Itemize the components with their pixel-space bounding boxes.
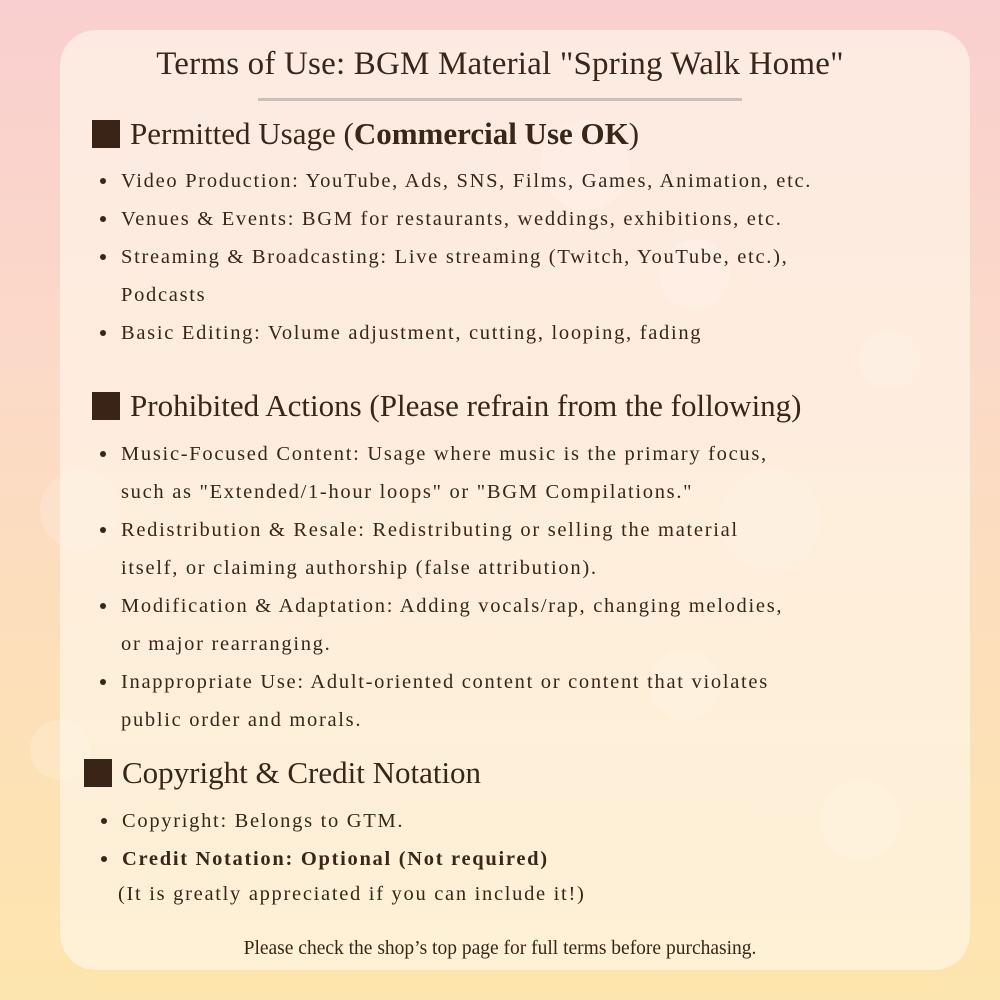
prohibited-list bbox=[95, 435, 783, 739]
permitted-heading-suffix: ) bbox=[628, 116, 640, 151]
list-item: Music-Focused Content: Usage where music is the primary focus, bbox=[95, 435, 783, 473]
permitted-heading-prefix: Permitted Usage ( bbox=[130, 116, 354, 151]
permitted-heading-bold: Commercial Use OK bbox=[353, 116, 629, 151]
list-item: Streaming & Broadcasting: Live streaming (Twitch, YouTube, etc.), bbox=[95, 238, 812, 276]
copyright-heading bbox=[84, 755, 481, 791]
prohibited-heading bbox=[92, 388, 802, 424]
list-item-continuation: public order and morals. bbox=[121, 709, 363, 731]
list-item: Modification & Adaptation: Adding vocals/rap, changing melodies, bbox=[95, 587, 783, 625]
list-item: Copyright: Belongs to GTM. bbox=[96, 802, 549, 840]
credit-note: (It is greatly appreciated if you can include it!) bbox=[118, 883, 586, 905]
copyright-heading-text: Copyright & Credit Notation bbox=[122, 755, 482, 790]
permitted-heading bbox=[92, 116, 639, 152]
list-item: Inappropriate Use: Adult-oriented content or content that violates bbox=[95, 663, 783, 701]
square-bullet-icon bbox=[92, 392, 120, 420]
list-item: Basic Editing: Volume adjustment, cutting, looping, fading bbox=[95, 314, 812, 352]
list-item-continuation: such as "Extended/1-hour loops" or "BGM Compilations." bbox=[121, 481, 694, 503]
list-item-continuation: or major rearranging. bbox=[121, 633, 332, 655]
list-item-continuation: Podcasts bbox=[121, 284, 207, 306]
prohibited-heading-text: Prohibited Actions (Please refrain from the following) bbox=[130, 388, 802, 423]
page-title: Terms of Use: BGM Material "Spring Walk Home" bbox=[156, 46, 844, 82]
list-item: Video Production: YouTube, Ads, SNS, Films, Games, Animation, etc. bbox=[95, 162, 812, 200]
square-bullet-icon bbox=[92, 120, 120, 148]
copyright-list bbox=[96, 802, 549, 878]
title-divider bbox=[258, 98, 742, 101]
list-item: Redistribution & Resale: Redistributing or selling the material bbox=[95, 511, 783, 549]
permitted-list bbox=[95, 162, 812, 352]
list-item: Venues & Events: BGM for restaurants, weddings, exhibitions, etc. bbox=[95, 200, 812, 238]
list-item-continuation: itself, or claiming authorship (false attribution). bbox=[121, 557, 598, 579]
footer-note: Please check the shop’s top page for full terms before purchasing. bbox=[243, 938, 757, 959]
list-item: Credit Notation: Optional (Not required) bbox=[96, 840, 549, 878]
square-bullet-icon bbox=[84, 759, 112, 787]
